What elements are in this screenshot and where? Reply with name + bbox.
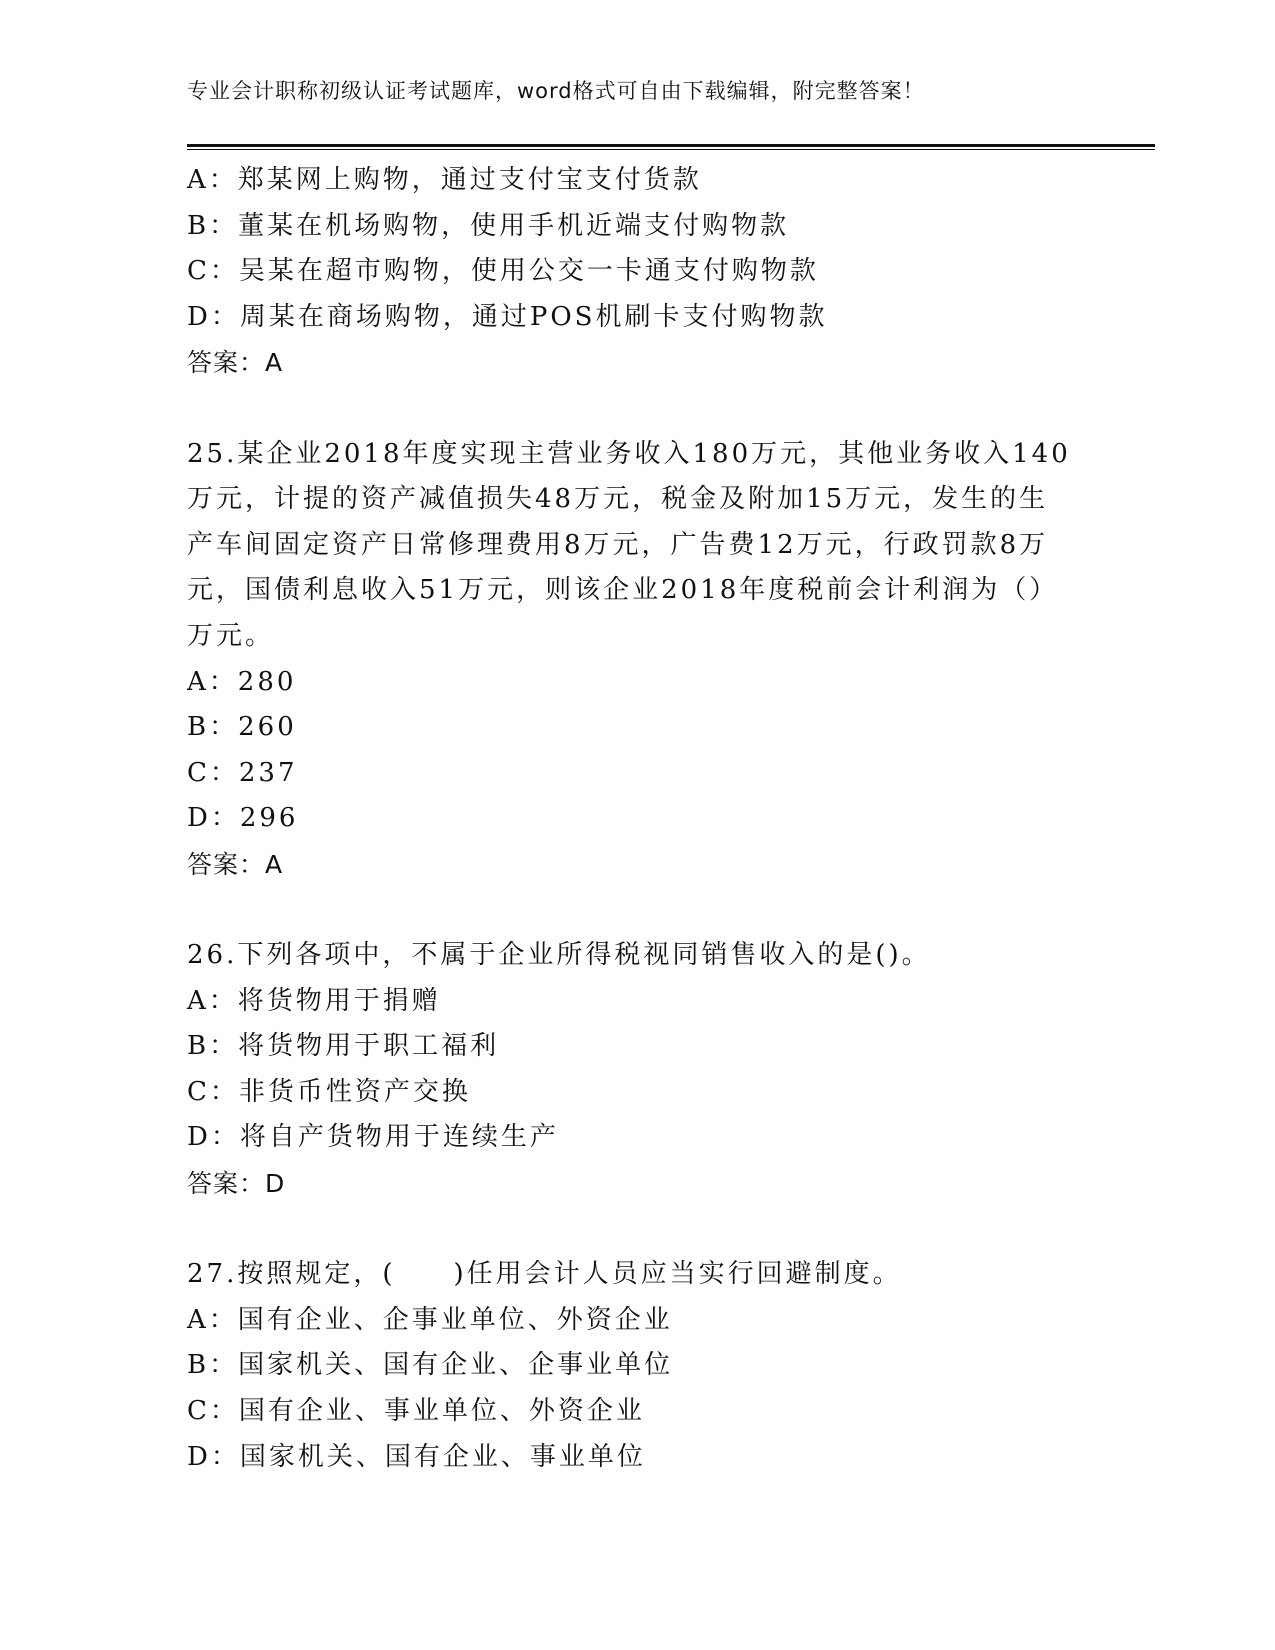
answer-label: 答案：A <box>187 849 284 879</box>
answer-label: 答案：A <box>187 348 284 378</box>
option-b: B：国家机关、国有企业、企事业单位 <box>187 1350 674 1381</box>
document-body <box>187 158 1087 1480</box>
spacer <box>187 888 1087 934</box>
question-stem-line: 产车间固定资产日常修理费用8万元，广告费12万元，行政罚款8万 <box>187 529 1049 560</box>
option-c: C：非货币性资产交换 <box>187 1076 471 1107</box>
question-25-block <box>187 432 1087 888</box>
question-stem-line: 元，国债利息收入51万元，则该企业2018年度税前会计利润为（） <box>187 575 1059 606</box>
question-stem: 27.按照规定，( )任用会计人员应当实行回避制度。 <box>187 1259 902 1290</box>
page-header: 专业会计职称初级认证考试题库，word格式可自由下载编辑，附完整答案！ <box>187 79 925 103</box>
question-27-block <box>187 1252 1087 1480</box>
option-d: D：将自产货物用于连续生产 <box>187 1122 559 1153</box>
spacer <box>187 1207 1087 1253</box>
option-d: D：国家机关、国有企业、事业单位 <box>187 1441 646 1472</box>
answer-label: 答案：D <box>187 1169 286 1199</box>
option-d: D：296 <box>187 803 299 834</box>
question-stem: 26.下列各项中，不属于企业所得税视同销售收入的是()。 <box>187 940 931 971</box>
question-24-block <box>187 158 1087 386</box>
header-rule-thin <box>187 149 1155 150</box>
option-b: B：将货物用于职工福利 <box>187 1031 500 1062</box>
question-stem-line: 万元。 <box>187 620 275 651</box>
option-c: C：吴某在超市购物，使用公交一卡通支付购物款 <box>187 256 819 287</box>
question-stem-line: 25.某企业2018年度实现主营业务收入180万元，其他业务收入140 <box>187 438 1071 469</box>
question-stem-line: 万元，计提的资产减值损失48万元，税金及附加15万元，发生的生 <box>187 484 1049 515</box>
question-26-block <box>187 933 1087 1207</box>
option-b: B：260 <box>187 712 297 743</box>
header-rule-thick <box>187 144 1155 147</box>
spacer <box>187 386 1087 432</box>
option-d: D：周某在商场购物，通过POS机刷卡支付购物款 <box>187 301 828 332</box>
option-a: A：郑某网上购物，通过支付宝支付货款 <box>187 165 702 195</box>
option-c: C：国有企业、事业单位、外资企业 <box>187 1396 645 1427</box>
option-a: A：国有企业、企事业单位、外资企业 <box>187 1304 673 1335</box>
option-b: B：董某在机场购物，使用手机近端支付购物款 <box>187 210 790 241</box>
option-a: A：将货物用于捐赠 <box>187 985 441 1016</box>
option-a: A：280 <box>187 666 297 697</box>
option-c: C：237 <box>187 757 298 788</box>
